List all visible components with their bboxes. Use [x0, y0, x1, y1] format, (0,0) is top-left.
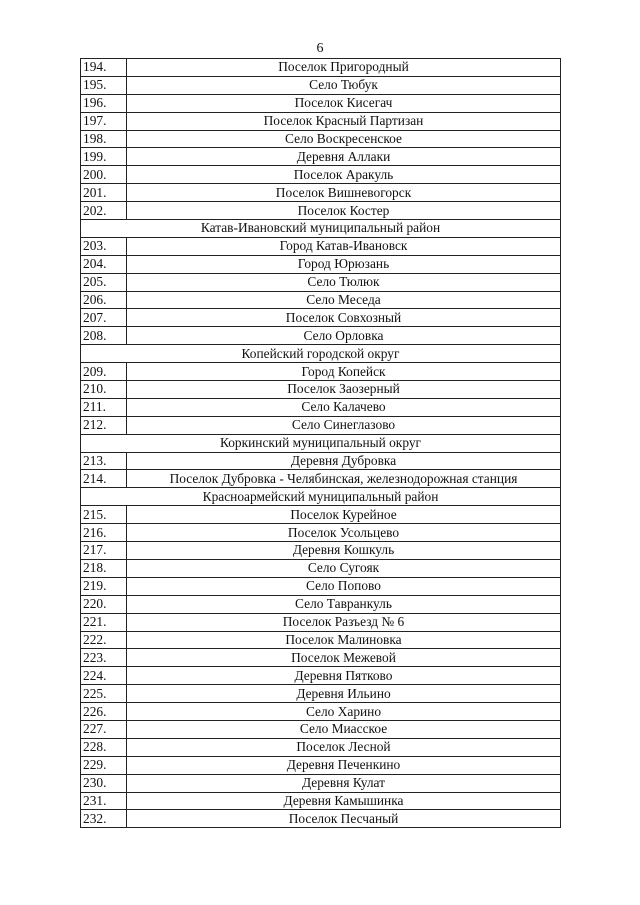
- settlement-name: Поселок Дубровка - Челябинская, железнодорожная станция: [127, 470, 561, 488]
- row-number: 223.: [81, 649, 127, 667]
- table-row: [81, 291, 561, 309]
- settlement-name: Поселок Вишневогорск: [127, 184, 561, 202]
- settlement-name: Деревня Камышинка: [127, 792, 561, 810]
- row-number: 226.: [81, 703, 127, 721]
- table-row: [81, 130, 561, 148]
- settlement-name: Деревня Кулат: [127, 774, 561, 792]
- row-number: 201.: [81, 184, 127, 202]
- table-row: [81, 381, 561, 399]
- table-row: [81, 524, 561, 542]
- row-number: 197.: [81, 112, 127, 130]
- row-number: 208.: [81, 327, 127, 345]
- settlement-name: Поселок Аракуль: [127, 166, 561, 184]
- table-row: [81, 542, 561, 560]
- settlement-name: Поселок Усольцево: [127, 524, 561, 542]
- table-row: [81, 756, 561, 774]
- table-row: [81, 273, 561, 291]
- row-number: 232.: [81, 810, 127, 828]
- settlement-name: Деревня Пятково: [127, 667, 561, 685]
- settlement-name: Село Меседа: [127, 291, 561, 309]
- table-row: [81, 398, 561, 416]
- settlement-name: Поселок Кисегач: [127, 94, 561, 112]
- table-row: [81, 59, 561, 77]
- row-number: 205.: [81, 273, 127, 291]
- settlement-name: Село Тюлюк: [127, 273, 561, 291]
- table-row: [81, 774, 561, 792]
- row-number: 204.: [81, 255, 127, 273]
- table-row: [81, 94, 561, 112]
- row-number: 203.: [81, 237, 127, 255]
- table-row: [81, 792, 561, 810]
- settlement-name: Деревня Кошкуль: [127, 542, 561, 560]
- settlement-name: Село Тюбук: [127, 76, 561, 94]
- table-row: [81, 649, 561, 667]
- section-title: Красноармейский муниципальный район: [81, 488, 561, 506]
- settlement-name: Поселок Малиновка: [127, 631, 561, 649]
- table-row: [81, 452, 561, 470]
- row-number: 211.: [81, 398, 127, 416]
- settlement-name: Деревня Ильино: [127, 685, 561, 703]
- table-row: [81, 416, 561, 434]
- table-row: [81, 720, 561, 738]
- table-row: [81, 631, 561, 649]
- row-number: 194.: [81, 59, 127, 77]
- table-row: [81, 559, 561, 577]
- row-number: 209.: [81, 363, 127, 381]
- table-row: [81, 470, 561, 488]
- settlement-name: Деревня Аллаки: [127, 148, 561, 166]
- settlement-name: Поселок Красный Партизан: [127, 112, 561, 130]
- table-row: [81, 202, 561, 220]
- table-row: [81, 237, 561, 255]
- table-row: [81, 363, 561, 381]
- row-number: 198.: [81, 130, 127, 148]
- table-row: [81, 166, 561, 184]
- settlement-name: Село Миасское: [127, 720, 561, 738]
- table-row: [81, 327, 561, 345]
- row-number: 231.: [81, 792, 127, 810]
- table-row: [81, 184, 561, 202]
- row-number: 221.: [81, 613, 127, 631]
- section-row: [81, 488, 561, 506]
- settlement-name: Деревня Дубровка: [127, 452, 561, 470]
- row-number: 220.: [81, 595, 127, 613]
- row-number: 195.: [81, 76, 127, 94]
- row-number: 215.: [81, 506, 127, 524]
- table-row: [81, 738, 561, 756]
- settlement-name: Город Юрюзань: [127, 255, 561, 273]
- settlement-name: Село Калачево: [127, 398, 561, 416]
- row-number: 227.: [81, 720, 127, 738]
- row-number: 219.: [81, 577, 127, 595]
- row-number: 230.: [81, 774, 127, 792]
- row-number: 222.: [81, 631, 127, 649]
- section-row: [81, 220, 561, 238]
- section-row: [81, 345, 561, 363]
- row-number: 202.: [81, 202, 127, 220]
- settlement-name: Поселок Курейное: [127, 506, 561, 524]
- table-row: [81, 703, 561, 721]
- table-row: [81, 506, 561, 524]
- row-number: 207.: [81, 309, 127, 327]
- table-row: [81, 255, 561, 273]
- settlement-name: Село Сугояк: [127, 559, 561, 577]
- settlement-name: Село Тавранкуль: [127, 595, 561, 613]
- settlement-name: Поселок Разъезд № 6: [127, 613, 561, 631]
- table-row: [81, 810, 561, 828]
- row-number: 218.: [81, 559, 127, 577]
- table-row: [81, 309, 561, 327]
- page-number: 6: [316, 41, 324, 56]
- row-number: 200.: [81, 166, 127, 184]
- table-row: [81, 613, 561, 631]
- settlement-name: Поселок Костер: [127, 202, 561, 220]
- row-number: 229.: [81, 756, 127, 774]
- settlement-name: Деревня Печенкино: [127, 756, 561, 774]
- table-row: [81, 595, 561, 613]
- section-title: Копейский городской округ: [81, 345, 561, 363]
- table-row: [81, 667, 561, 685]
- settlement-name: Город Копейск: [127, 363, 561, 381]
- row-number: 216.: [81, 524, 127, 542]
- row-number: 217.: [81, 542, 127, 560]
- settlement-name: Село Синеглазово: [127, 416, 561, 434]
- row-number: 228.: [81, 738, 127, 756]
- settlements-table-container: [80, 58, 560, 828]
- table-row: [81, 76, 561, 94]
- settlement-name: Село Воскресенское: [127, 130, 561, 148]
- table-row: [81, 577, 561, 595]
- row-number: 213.: [81, 452, 127, 470]
- settlement-name: Село Попово: [127, 577, 561, 595]
- settlement-name: Поселок Песчаный: [127, 810, 561, 828]
- row-number: 212.: [81, 416, 127, 434]
- row-number: 199.: [81, 148, 127, 166]
- row-number: 196.: [81, 94, 127, 112]
- settlement-name: Поселок Лесной: [127, 738, 561, 756]
- settlement-name: Поселок Заозерный: [127, 381, 561, 399]
- settlement-name: Поселок Совхозный: [127, 309, 561, 327]
- row-number: 224.: [81, 667, 127, 685]
- settlement-name: Поселок Межевой: [127, 649, 561, 667]
- settlement-name: Село Харино: [127, 703, 561, 721]
- section-title: Катав-Ивановский муниципальный район: [81, 220, 561, 238]
- section-title: Коркинский муниципальный округ: [81, 434, 561, 452]
- settlements-table: [80, 58, 561, 828]
- settlements-table-body: [81, 59, 561, 828]
- settlement-name: Город Катав-Ивановск: [127, 237, 561, 255]
- section-row: [81, 434, 561, 452]
- row-number: 206.: [81, 291, 127, 309]
- row-number: 210.: [81, 381, 127, 399]
- settlement-name: Поселок Пригородный: [127, 59, 561, 77]
- table-row: [81, 148, 561, 166]
- table-row: [81, 685, 561, 703]
- settlement-name: Село Орловка: [127, 327, 561, 345]
- row-number: 225.: [81, 685, 127, 703]
- row-number: 214.: [81, 470, 127, 488]
- table-row: [81, 112, 561, 130]
